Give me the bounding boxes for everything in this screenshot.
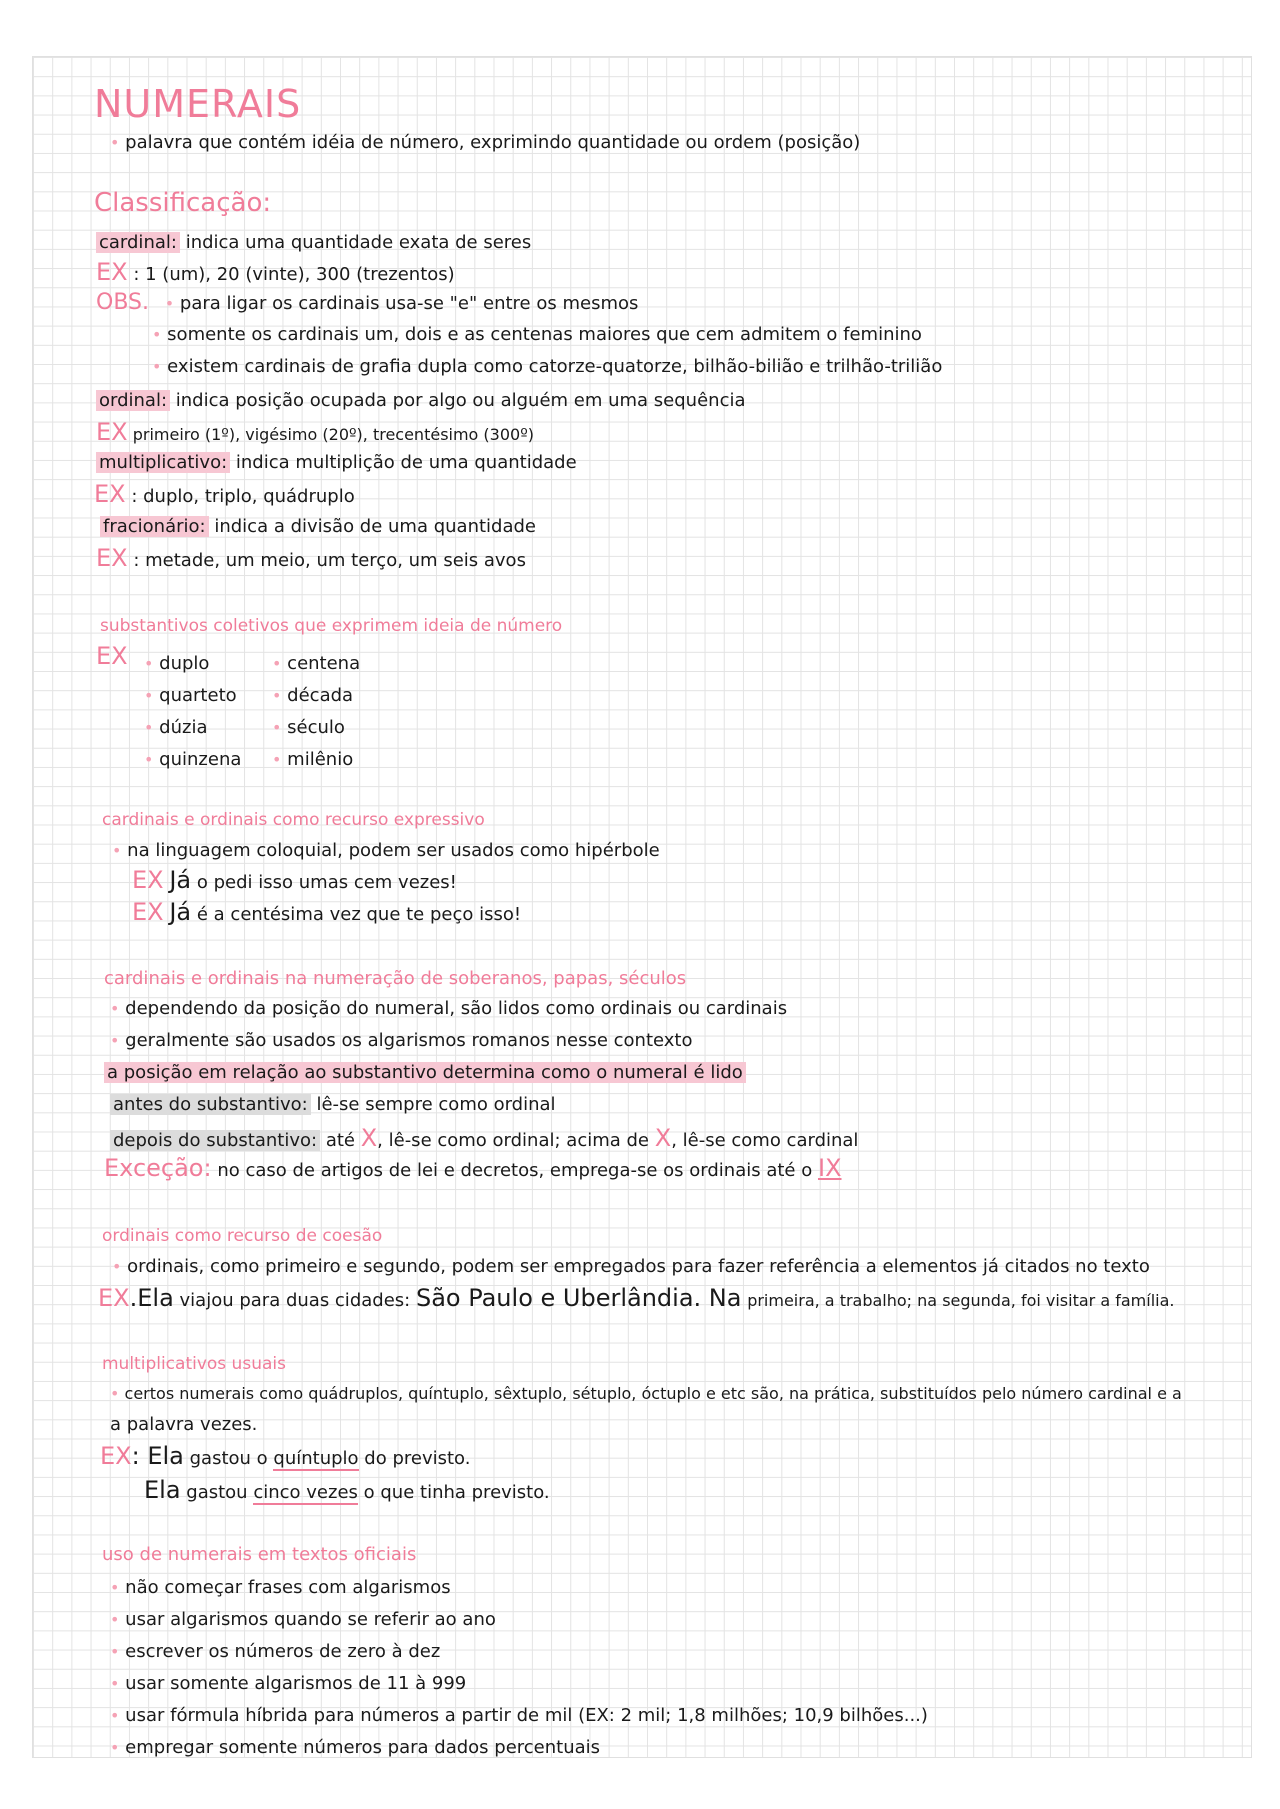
ex-label: EX bbox=[96, 418, 128, 446]
bullet-icon: • bbox=[110, 999, 120, 1018]
bullet-icon: • bbox=[164, 294, 175, 313]
fracionario-example-text: : metade, um meio, um terço, um seis avos bbox=[133, 550, 526, 571]
obs-item-1: para ligar os cardinais usa-se "e" entre os mesmos bbox=[179, 293, 639, 314]
classificacao-heading: Classificação: bbox=[94, 188, 272, 218]
list-item: • quarteto bbox=[144, 685, 237, 706]
multiplicativos-heading: multiplicativos usuais bbox=[102, 1354, 286, 1374]
list-item: • escrever os números de zero à dez bbox=[110, 1641, 441, 1662]
list-item: • século bbox=[272, 717, 345, 738]
obs-item-3: existem cardinais de grafia dupla como catorze-quatorze, bilhão-bilião e trilhão-trilião bbox=[167, 356, 943, 377]
fracionario-definition: indica a divisão de uma quantidade bbox=[214, 516, 537, 537]
cardinal-obs-1 bbox=[96, 290, 638, 315]
fracionario-line bbox=[100, 516, 536, 537]
coletivos-ex-label: EX bbox=[96, 642, 128, 670]
bullet-icon: • bbox=[110, 1738, 120, 1757]
expressivo-example-1: EX Já o pedi isso umas cem vezes! bbox=[132, 866, 457, 894]
bullet-icon: • bbox=[110, 1610, 120, 1629]
intro-text: palavra que contém idéia de número, exprimindo quantidade ou ordem (posição) bbox=[125, 132, 861, 153]
list-item: • usar algarismos quando se referir ao ano bbox=[110, 1609, 496, 1630]
bullet-icon: • bbox=[152, 325, 162, 344]
coletivos-col1 bbox=[144, 648, 241, 776]
ex-label: EX bbox=[132, 866, 164, 894]
expressivo-example-2: EX Já é a centésima vez que te peço isso! bbox=[132, 898, 522, 926]
list-item: • duplo bbox=[144, 653, 210, 674]
cardinal-obs-3 bbox=[152, 356, 942, 377]
cardinal-line bbox=[96, 232, 531, 253]
depois-line: depois do substantivo: até X, lê-se como ordinal; acima de X, lê-se como cardinal bbox=[110, 1124, 858, 1152]
expressivo-bullet: • na linguagem coloquial, podem ser usados como hipérbole bbox=[112, 840, 660, 861]
ordinal-term: ordinal: bbox=[96, 390, 170, 411]
cardinal-obs-2 bbox=[152, 324, 922, 345]
bullet-icon: • bbox=[110, 1578, 120, 1597]
soberanos-highlight: a posição em relação ao substantivo determina como o numeral é lido bbox=[104, 1062, 746, 1083]
bullet-icon: • bbox=[110, 133, 120, 152]
coesao-heading: ordinais como recurso de coesão bbox=[102, 1226, 383, 1246]
ex-label: EX bbox=[96, 544, 128, 572]
ordinal-example-text: primeiro (1º), vigésimo (20º), trecentésimo (300º) bbox=[132, 425, 534, 444]
multiplicativo-definition: indica multiplição de uma quantidade bbox=[235, 452, 577, 473]
bullet-icon: • bbox=[144, 718, 154, 737]
list-item: • usar fórmula híbrida para números a partir de mil (EX: 2 mil; 1,8 milhões; 10,9 bilhões...) bbox=[110, 1705, 928, 1726]
underlined-word: cinco vezes bbox=[253, 1482, 358, 1503]
soberanos-bullet-1: • dependendo da posição do numeral, são lidos como ordinais ou cardinais bbox=[110, 998, 788, 1019]
expressivo-heading: cardinais e ordinais como recurso expressivo bbox=[102, 810, 485, 830]
bullet-icon: • bbox=[272, 718, 282, 737]
list-item: • centena bbox=[272, 653, 361, 674]
multiplicativos-example-1: EX: Ela gastou o quíntuplo do previsto. bbox=[100, 1442, 471, 1470]
coletivos-col2 bbox=[272, 648, 360, 776]
depois-term: depois do substantivo: bbox=[110, 1130, 320, 1151]
multiplicativo-line bbox=[96, 452, 577, 473]
ex-label: EX bbox=[132, 898, 164, 926]
page-title: NUMERAIS bbox=[94, 82, 302, 126]
bullet-icon: • bbox=[112, 841, 122, 860]
list-item: • empregar somente números para dados percentuais bbox=[110, 1737, 601, 1758]
roman-x: X bbox=[654, 1124, 672, 1152]
antes-term: antes do substantivo: bbox=[110, 1094, 311, 1115]
bullet-icon: • bbox=[110, 1642, 120, 1661]
list-item: • não começar frases com algarismos bbox=[110, 1577, 451, 1598]
underlined-word: quíntuplo bbox=[273, 1448, 359, 1469]
cardinal-definition: indica uma quantidade exata de seres bbox=[185, 232, 532, 253]
bullet-icon: • bbox=[272, 654, 282, 673]
coesao-example: EX.Ela viajou para duas cidades: São Paulo e Uberlândia. Na primeira, a trabalho; na segunda, foi visitar a família. bbox=[98, 1284, 1175, 1312]
oficiais-heading: uso de numerais em textos oficiais bbox=[102, 1544, 417, 1565]
cardinal-example-text: : 1 (um), 20 (vinte), 300 (trezentos) bbox=[133, 264, 455, 285]
ex-label: EX bbox=[100, 1442, 132, 1470]
cardinal-term: cardinal: bbox=[96, 232, 180, 253]
bullet-icon: • bbox=[152, 357, 162, 376]
bullet-icon: • bbox=[110, 1674, 120, 1693]
list-item: • quinzena bbox=[144, 749, 242, 770]
bullet-icon: • bbox=[110, 1706, 120, 1725]
obs-label: OBS. bbox=[96, 290, 149, 315]
bullet-icon: • bbox=[272, 686, 282, 705]
multiplicativos-example-2: Ela gastou cinco vezes o que tinha previsto. bbox=[144, 1476, 550, 1504]
soberanos-bullet-2: • geralmente são usados os algarismos romanos nesse contexto bbox=[110, 1030, 693, 1051]
multiplicativos-bullet-line2: a palavra vezes. bbox=[110, 1414, 258, 1435]
bullet-icon: • bbox=[110, 1384, 120, 1403]
antes-line: antes do substantivo: lê-se sempre como ordinal bbox=[110, 1094, 556, 1115]
ordinal-example bbox=[96, 418, 534, 446]
fracionario-term: fracionário: bbox=[100, 516, 209, 537]
oficiais-list bbox=[110, 1572, 928, 1764]
excecao-label: Exceção: bbox=[104, 1154, 212, 1182]
bullet-icon: • bbox=[272, 750, 282, 769]
multiplicativo-example-text: : duplo, triplo, quádruplo bbox=[131, 486, 355, 507]
bullet-icon: • bbox=[144, 654, 154, 673]
multiplicativo-term: multiplicativo: bbox=[96, 452, 230, 473]
ordinal-line bbox=[96, 390, 746, 411]
multiplicativo-example bbox=[94, 480, 355, 508]
ex-label: EX bbox=[98, 1284, 130, 1312]
ex-label: EX bbox=[94, 480, 126, 508]
list-item: • milênio bbox=[272, 749, 354, 770]
ordinal-definition: indica posição ocupada por algo ou alguém em uma sequência bbox=[175, 390, 746, 411]
excecao-line: Exceção: no caso de artigos de lei e decretos, emprega-se os ordinais até o IX bbox=[104, 1154, 842, 1182]
roman-x: X bbox=[360, 1124, 378, 1152]
list-item: • década bbox=[272, 685, 354, 706]
intro-line bbox=[110, 132, 860, 153]
fracionario-example bbox=[96, 544, 526, 572]
soberanos-heading: cardinais e ordinais na numeração de soberanos, papas, séculos bbox=[104, 968, 687, 989]
multiplicativos-bullet-line1: • certos numerais como quádruplos, quíntuplo, sêxtuplo, sétuplo, óctuplo e etc são, na prática, substituídos pelo número cardinal e a bbox=[110, 1384, 1182, 1403]
coesao-bullet: • ordinais, como primeiro e segundo, podem ser empregados para fazer referência a elementos já citados no texto bbox=[112, 1256, 1150, 1277]
bullet-icon: • bbox=[110, 1031, 120, 1050]
ex-label: EX bbox=[96, 258, 128, 286]
list-item: • usar somente algarismos de 11 à 999 bbox=[110, 1673, 467, 1694]
bullet-icon: • bbox=[112, 1257, 122, 1276]
bullet-icon: • bbox=[144, 750, 154, 769]
cardinal-example bbox=[96, 258, 455, 286]
bullet-icon: • bbox=[144, 686, 154, 705]
roman-ix: IX bbox=[817, 1154, 842, 1182]
obs-item-2: somente os cardinais um, dois e as centenas maiores que cem admitem o feminino bbox=[167, 324, 922, 345]
list-item: • dúzia bbox=[144, 717, 208, 738]
coletivos-heading: substantivos coletivos que exprimem ideia de número bbox=[100, 616, 563, 636]
